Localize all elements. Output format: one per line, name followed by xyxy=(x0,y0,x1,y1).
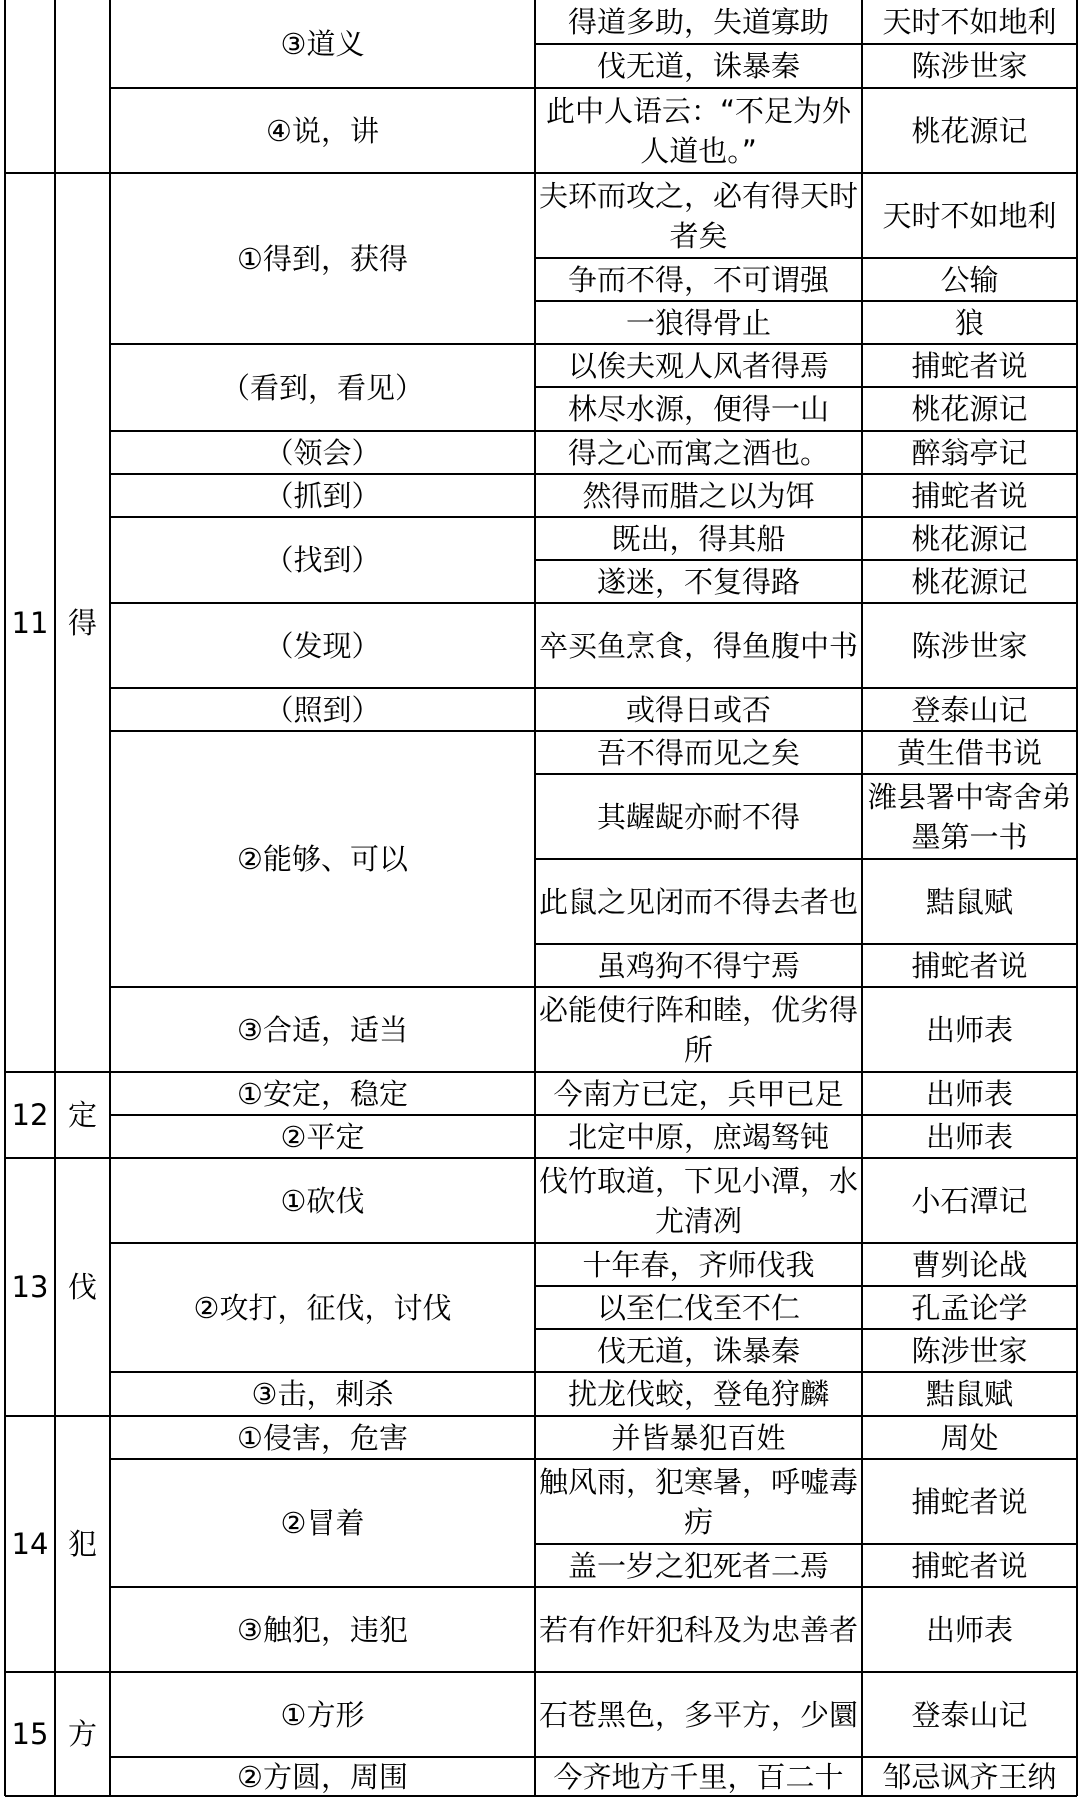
example-sentence: 卒买鱼烹食，得鱼腹中书 xyxy=(539,628,859,663)
entry-character: 伐 xyxy=(67,1270,97,1304)
sense-meaning: （领会） xyxy=(264,435,381,470)
example-sentence: 并皆暴犯百姓 xyxy=(611,1420,786,1455)
example-sentence: 盖一岁之犯死者二焉 xyxy=(567,1548,829,1583)
entry-character: 方 xyxy=(67,1717,97,1751)
sense-meaning: （找到） xyxy=(264,543,381,577)
example-source: 桃花源记 xyxy=(911,113,1028,148)
sense-meaning: （照到） xyxy=(264,692,381,727)
example-sentence: 此中人语云：“不足为外人道也。” xyxy=(545,93,852,168)
example-sentence: 得之心而寓之酒也。 xyxy=(567,435,829,470)
example-source: 邹忌讽齐王纳 xyxy=(882,1759,1057,1794)
example-source: 登泰山记 xyxy=(911,1697,1028,1732)
sense-meaning: ①安定，稳定 xyxy=(237,1076,408,1111)
sense-meaning: （抓到） xyxy=(264,478,381,513)
example-sentence: 其龌龊亦耐不得 xyxy=(596,799,800,834)
sense-meaning: ①方形 xyxy=(280,1697,365,1732)
entry-number: 11 xyxy=(11,605,49,640)
example-sentence: 争而不得，不可谓强 xyxy=(567,262,829,297)
entry-character xyxy=(55,0,110,173)
example-source: 公输 xyxy=(940,262,999,297)
example-sentence: 以至仁伐至不仁 xyxy=(596,1290,800,1325)
example-source: 陈涉世家 xyxy=(911,49,1028,83)
example-sentence: 触风雨，犯寒暑，呼嘘毒疠 xyxy=(539,1464,859,1539)
example-source: 潍县署中寄舍弟墨第一书 xyxy=(867,779,1071,854)
example-sentence: 此鼠之见闭而不得去者也 xyxy=(539,884,859,919)
example-source: 捕蛇者说 xyxy=(911,948,1028,983)
example-sentence: 今齐地方千里，百二十 xyxy=(553,1759,844,1794)
entry-character: 得 xyxy=(67,605,97,640)
example-source: 桃花源记 xyxy=(911,521,1028,556)
entry-character: 犯 xyxy=(67,1527,97,1561)
sense-meaning: （看到，看见） xyxy=(220,370,424,405)
example-sentence: 吾不得而见之矣 xyxy=(596,735,800,770)
example-source: 黠鼠赋 xyxy=(925,1377,1013,1411)
sense-meaning: ②方圆，周围 xyxy=(237,1759,408,1794)
entry-number: 14 xyxy=(11,1527,49,1561)
example-source: 周处 xyxy=(940,1420,999,1455)
sense-meaning: ①砍伐 xyxy=(280,1183,365,1218)
example-source: 桃花源记 xyxy=(911,392,1028,426)
example-sentence: 既出，得其船 xyxy=(611,521,786,556)
example-source: 黄生借书说 xyxy=(896,735,1042,770)
example-source: 狼 xyxy=(954,305,984,340)
sense-meaning: ②平定 xyxy=(280,1119,365,1154)
example-source: 捕蛇者说 xyxy=(911,1484,1028,1519)
example-source: 捕蛇者说 xyxy=(911,478,1028,513)
example-source: 出师表 xyxy=(925,1612,1013,1647)
example-sentence: 伐无道，诛暴秦 xyxy=(596,1333,800,1368)
example-source: 桃花源记 xyxy=(911,564,1028,599)
example-sentence: 或得日或否 xyxy=(625,692,771,727)
entry-number: 15 xyxy=(11,1717,49,1751)
sense-meaning: ③触犯，违犯 xyxy=(237,1612,408,1647)
example-sentence: 伐无道，诛暴秦 xyxy=(596,49,800,83)
example-sentence: 夫环而攻之，必有得天时者矣 xyxy=(539,178,859,253)
example-sentence: 得道多助，失道寡助 xyxy=(567,5,829,39)
example-source: 登泰山记 xyxy=(911,692,1028,727)
entry-character: 定 xyxy=(67,1098,97,1132)
example-sentence: 十年春，齐师伐我 xyxy=(582,1247,815,1282)
example-source: 曹刿论战 xyxy=(911,1247,1028,1282)
sense-meaning: ③道义 xyxy=(280,27,365,61)
entry-number: 13 xyxy=(11,1270,49,1304)
example-source: 出师表 xyxy=(925,1012,1013,1047)
sense-meaning: ②攻打，征伐，讨伐 xyxy=(193,1290,452,1325)
example-source: 捕蛇者说 xyxy=(911,348,1028,383)
example-sentence: 以俟夫观人风者得焉 xyxy=(567,348,829,383)
example-sentence: 一狼得骨止 xyxy=(625,305,771,340)
example-source: 天时不如地利 xyxy=(882,5,1057,39)
example-sentence: 林尽水源，便得一山 xyxy=(567,392,829,426)
sense-meaning: ③合适，适当 xyxy=(237,1012,408,1047)
sense-meaning: ②能够、可以 xyxy=(237,842,408,876)
example-source: 出师表 xyxy=(925,1076,1013,1111)
example-sentence: 石苍黑色，多平方，少圜 xyxy=(539,1697,859,1732)
example-sentence: 扰龙伐蛟，登龟狩麟 xyxy=(567,1377,829,1411)
sense-meaning: （发现） xyxy=(264,628,381,663)
example-source: 小石潭记 xyxy=(911,1183,1028,1218)
example-source: 天时不如地利 xyxy=(882,198,1057,233)
sense-meaning: ③击，刺杀 xyxy=(251,1377,394,1411)
example-sentence: 今南方已定，兵甲已足 xyxy=(553,1076,844,1111)
entry-number xyxy=(5,0,55,173)
sense-meaning: ①侵害，危害 xyxy=(237,1420,408,1455)
example-source: 陈涉世家 xyxy=(911,1333,1028,1368)
example-source: 黠鼠赋 xyxy=(925,884,1013,919)
example-source: 陈涉世家 xyxy=(911,628,1028,663)
example-sentence: 虽鸡狗不得宁焉 xyxy=(596,948,800,983)
example-sentence: 遂迷，不复得路 xyxy=(596,564,800,599)
example-source: 孔孟论学 xyxy=(911,1290,1028,1325)
example-sentence: 然得而腊之以为饵 xyxy=(582,478,815,513)
example-sentence: 北定中原，庶竭驽钝 xyxy=(567,1119,829,1154)
sense-meaning: ②冒着 xyxy=(280,1506,365,1540)
example-sentence: 必能使行阵和睦，优劣得所 xyxy=(539,992,859,1067)
example-source: 出师表 xyxy=(925,1119,1013,1154)
sense-meaning: ①得到，获得 xyxy=(237,241,408,276)
example-source: 醉翁亭记 xyxy=(911,435,1028,470)
entry-number: 12 xyxy=(11,1098,49,1132)
example-source: 捕蛇者说 xyxy=(911,1548,1028,1583)
example-sentence: 若有作奸犯科及为忠善者 xyxy=(539,1612,859,1647)
example-sentence: 伐竹取道，下见小潭，水尤清冽 xyxy=(539,1163,859,1238)
sense-meaning: ④说，讲 xyxy=(266,113,379,148)
